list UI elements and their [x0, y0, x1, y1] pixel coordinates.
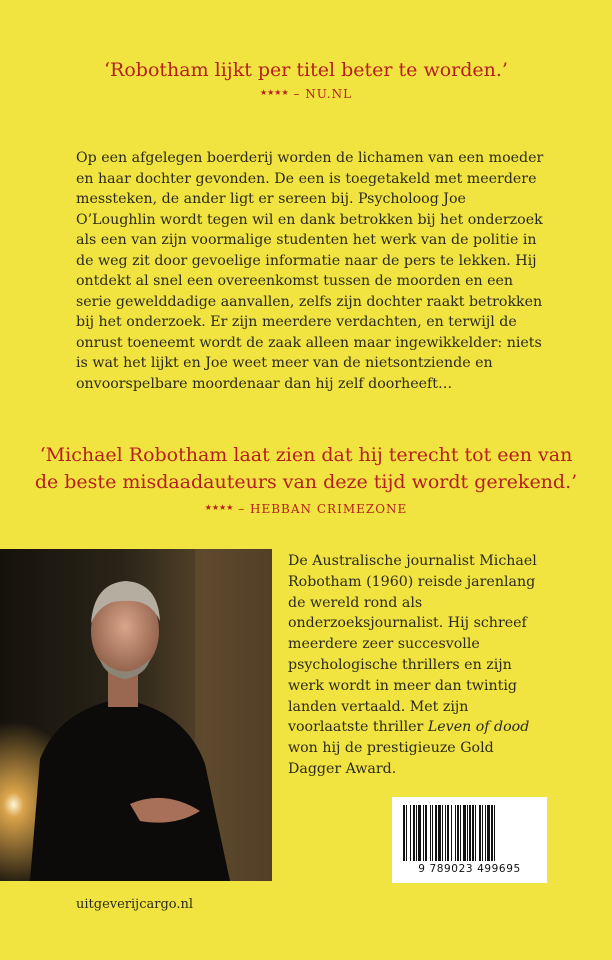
barcode — [392, 797, 547, 883]
review-quote-line: de beste misdaadauteurs van deze tijd wordt gerekend.’ — [34, 471, 578, 493]
rating-stars: ★★★★ — [259, 88, 289, 97]
blurb-text: Op een afgelegen boerderij worden de lichamen van een moeder en haar dochter gevonden. De een is toegetakeld met meerdere messteken, de ander ligt er sereen bij. Psycholoog Joe O’Loughlin wordt tegen wil en dank betrokken bij het onderzoek als een van zijn voormalige studenten het werk van de politie in de weg zit door gevoelige informatie naar de pers te lekken. Hij ontdekt al snel een overeenkomst tussen de moorden en een serie gewelddadige aanvallen, zelfs zijn dochter raakt betrokken bij het onderzoek. Er zijn meerdere verdachten, en terwijl de onrust toeneemt wordt de zaak alleen maar ingewikkelder: niets is wat het lijkt en Joe weet meer van de nietsontziende en onvoorspelbare moordenaar dan hij zelf doorheeft… — [76, 150, 544, 392]
review-quote-bottom — [0, 442, 612, 496]
book-title: Leven of dood — [427, 719, 530, 736]
book-blurb — [76, 148, 546, 394]
review-quote-line: ‘Michael Robotham laat zien dat hij terecht tot een van — [39, 444, 573, 466]
bio-text-end: won hij de prestigieuze Gold Dagger Award. — [288, 740, 494, 777]
barcode-bars — [401, 805, 538, 861]
review-quote-top: ‘Robotham lijkt per titel beter te worden.’ — [104, 59, 508, 81]
author-bio — [288, 551, 538, 780]
review-source: – NU.NL — [293, 87, 353, 101]
publisher-website[interactable]: uitgeverijcargo.nl — [76, 897, 194, 912]
review-source: – HEBBAN CRIMEZONE — [238, 502, 408, 516]
rating-stars: ★★★★ — [204, 503, 234, 512]
bio-text: De Australische journalist Michael Robotham (1960) reisde jarenlang de wereld rond als onderzoeksjournalist. Hij schreef meerdere zeer succesvolle psychologische thrillers en zijn werk wordt in meer dan twintig landen vertaald. Met zijn voorlaatste thriller — [288, 553, 537, 736]
review-attribution-bottom — [0, 502, 612, 516]
review-attribution-top — [0, 87, 612, 101]
isbn-number: 9 789023 499695 — [418, 863, 521, 875]
author-photo — [0, 549, 272, 881]
